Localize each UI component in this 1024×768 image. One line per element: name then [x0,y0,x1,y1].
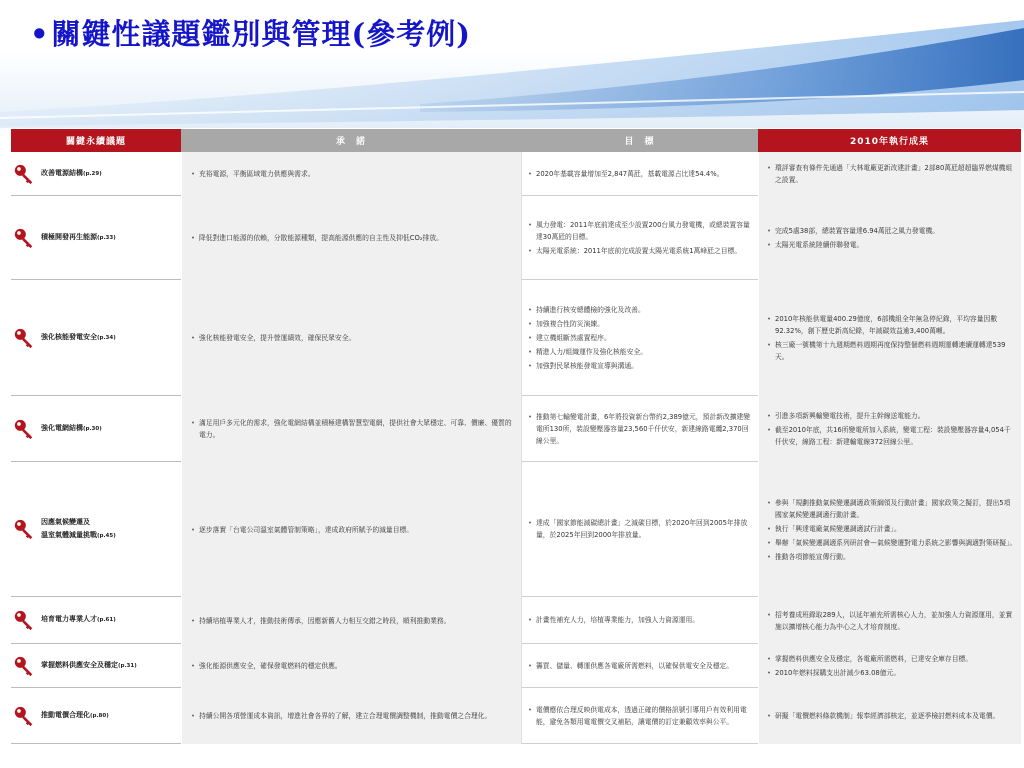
goal-item: • 精進人力/組織運作及強化核能安全。 [527,346,752,358]
issue-label [41,516,116,543]
result-cell [758,152,1021,196]
issue-label [41,231,116,245]
commitment-cell [181,396,521,462]
result-item: • 推動各項節能宣傳行動。 [766,551,1017,563]
commitment-cell [181,688,521,744]
goal-cell [521,396,758,462]
issue-label [41,331,116,345]
issue-cell [11,597,181,644]
table-row [11,280,1021,396]
result-cell [758,688,1021,744]
issue-title: 強化電網結構 [41,423,83,432]
result-item: • 核三廠一號機第十九週期燃料週期再度保持整個燃料週期運轉連續運轉達539天。 [766,339,1017,363]
key-icon [13,655,35,677]
goal-cell [521,688,758,744]
issue-title-line2: 溫室氣體減量挑戰 [41,530,97,539]
page-ref: (p.34) [97,334,116,341]
issue-cell [11,196,181,280]
slide-title [30,12,471,53]
key-icon [13,518,35,540]
issue-label [41,167,102,181]
issue-title: 掌握燃料供應安全及穩定 [41,660,118,669]
issue-label [41,613,116,627]
table-row [11,152,1021,196]
key-icon [13,227,35,249]
result-item: • 2010年燃料採購支出計減少63.08億元。 [766,667,1017,679]
header-2010-results: 2010年執行成果 [758,129,1021,152]
issue-item [13,705,181,727]
table-row [11,462,1021,597]
result-item: • 掌握燃料供應安全及穩定，各電廠所需燃料，已達安全庫存目標。 [766,653,1017,665]
result-item: • 舉辦「氣候變遷調適系列研討會—氣候變遷對電力系統之影響與調適對策研擬」。 [766,537,1017,549]
result-cell [758,644,1021,688]
table-row [11,196,1021,280]
issue-cell [11,396,181,462]
result-item: • 引進多項新興輸變電技術，提升主幹線送電能力。 [766,410,1017,422]
issue-label [41,709,109,723]
title-bullet: • [30,17,50,51]
result-item: • 太陽光電系統陸續併聯發電。 [766,239,1017,251]
issue-item [13,655,181,677]
issue-cell [11,688,181,744]
issue-item [13,609,181,631]
commitment-item: • 逐步落實「台電公司溫室氣體管制策略」，達成政府所賦予的減量目標。 [190,524,515,536]
goal-item: • 太陽光電系統：2011年底前完成設置太陽光電系統1萬峰瓩之目標。 [527,245,752,257]
key-icon [13,418,35,440]
key-icon [13,327,35,349]
goal-item: • 計畫性補充人力，培植專業能力，加強人力資源運用。 [527,614,752,626]
commitment-cell [181,462,521,597]
commitment-cell [181,280,521,396]
title-banner [0,0,1024,128]
issue-title: 推動電價合理化 [41,710,90,719]
issue-title: 強化核能發電安全 [41,332,97,341]
commitment-item: • 強化核能發電安全，提升營運績效，確保民眾安全。 [190,332,515,344]
commitment-cell [181,196,521,280]
header-commitment: 承 諾 [181,129,521,152]
issue-label [41,422,102,436]
commitment-cell [181,152,521,196]
goal-cell [521,196,758,280]
issue-cell [11,280,181,396]
commitment-cell [181,644,521,688]
issue-item [13,516,181,543]
issue-item [13,227,181,249]
result-item: • 執行「興達電廠氣候變遷調適試行計畫」。 [766,523,1017,535]
commitment-item: • 強化能源供應安全，確保發電燃料的穩定供應。 [190,660,515,672]
commitment-item: • 持續公開各項營運成本資訊，增進社會各界的了解，建立合理電價調整機制，推動電價之合理化。 [190,710,515,722]
goal-item: • 電價應依合理反映供電成本，透過正確的價格訊號引導用戶有效利用電能，避免各類用電電價交叉補貼，讓電價的訂定兼顧效率與公平。 [527,704,752,728]
issue-title: 積極開發再生能源 [41,232,97,241]
goal-item: • 加強複合性防災演練。 [527,318,752,330]
goal-item: • 加強對民眾核能發電宣導與溝通。 [527,360,752,372]
result-item: • 截至2010年底，共16所變電所加入系統，變電工程：裝設變壓器容量4,054千仟伏安，線路工程：新建輸電線372回線公里。 [766,424,1017,448]
result-item: • 研擬「電價燃料條款機制」報奉經濟部核定，並逐季檢討燃料成本及電價。 [766,710,1017,722]
result-cell [758,196,1021,280]
commitment-cell [181,597,521,644]
result-cell [758,462,1021,597]
goal-item: • 籌買、儲量、轉運供應各電廠所需燃料，以確保供電安全及穩定。 [527,660,752,672]
page-ref: (p.80) [90,712,109,719]
table-row [11,688,1021,744]
issue-cell [11,644,181,688]
header-key-issue: 關鍵永續議題 [11,129,181,152]
page-ref: (p.33) [97,234,116,241]
issue-title: 培育電力專業人才 [41,615,97,623]
commitment-item: • 降低對進口能源的依賴，分散能源種類，提高能源供應的自主性及抑低CO₂排放。 [190,232,515,244]
result-cell [758,280,1021,396]
title-text: 關鍵性議題鑑別與管理(參考例) [51,17,471,51]
key-issues-table [11,129,1021,744]
goal-cell [521,644,758,688]
result-item: • 環評審查有條件先通過「大林電廠更新改建計畫」2部80萬瓩超超臨界燃煤機組之設置。 [766,162,1017,186]
result-item: • 招考養成班錄取289人，以延年補充所需核心人力，並加強人力資源運用，並實施以擴增核心能力為中心之人才培育制度。 [766,609,1017,633]
commitment-item: • 滿足用戶多元化的需求，強化電網結構並積極建構智慧型電網，提供社會大眾穩定、可靠、價廉、優質的電力。 [190,417,515,441]
key-icon [13,609,35,631]
issue-label [41,659,137,673]
goal-item: • 建立機組斷然處置程序。 [527,332,752,344]
result-cell [758,597,1021,644]
page-ref: (p.30) [83,425,102,432]
issue-title: 改善電源結構 [41,168,83,177]
page-ref: (p.31) [118,662,137,669]
key-icon [13,163,35,185]
goal-cell [521,462,758,597]
goal-item: • 達成「國家節能減碳總計畫」之減碳目標，於2020年回到2005年排放量，於2025年回到2000年排放量。 [527,517,752,541]
result-item: • 2010年核能供電量400.29億度，6部機組全年無急停紀錄，平均容量因數92.32%，創下歷史新高紀錄，年減碳效益逾3,400萬噸。 [766,313,1017,337]
commitment-item: • 持續培植專業人才，推動技術傳承，因應新舊人力相互交錯之時段，順利推動業務。 [190,615,515,627]
header-goal: 目 標 [521,129,758,152]
page-ref: (p.29) [83,170,102,177]
goal-item: • 風力發電：2011年底前達成至少設置200台風力發電機，或總裝置容量達30萬瓩的目標。 [527,219,752,243]
goal-item: • 2020年基載容量增加至2,847萬瓩，基載電源占比達54.4%。 [527,168,752,180]
commitment-item: • 充裕電源，平衡區域電力供應與需求。 [190,168,515,180]
result-cell [758,396,1021,462]
page-ref: (p.45) [97,532,116,539]
issue-item [13,418,181,440]
goal-item: • 推動第七輸變電計畫，6年將投資新台幣約2,389億元，預計新改擴建變電所130所，裝設變壓器容量23,560千仟伏安，新建線路電纜2,370回線公里。 [527,411,752,447]
goal-item: • 持續進行核安總體檢的強化及改善。 [527,304,752,316]
goal-cell [521,152,758,196]
table-row [11,597,1021,644]
result-item: • 參與「規劃推動氣候變遷調適政策綱領及行動計畫」國家政策之擬訂，提出5項國家氣候變遷調適行動計畫。 [766,497,1017,521]
goal-cell [521,280,758,396]
result-item: • 完成5處38部，總裝置容量達6.94萬瓩之風力發電機。 [766,225,1017,237]
issue-item [13,163,181,185]
goal-cell [521,597,758,644]
key-icon [13,705,35,727]
page-ref: (p.61) [97,617,116,623]
issue-cell [11,152,181,196]
issue-item [13,327,181,349]
issue-cell [11,462,181,597]
table-row [11,396,1021,462]
table-row [11,644,1021,688]
issue-title: 因應氣候變遷及 [41,517,90,526]
table-header-row [11,129,1021,152]
